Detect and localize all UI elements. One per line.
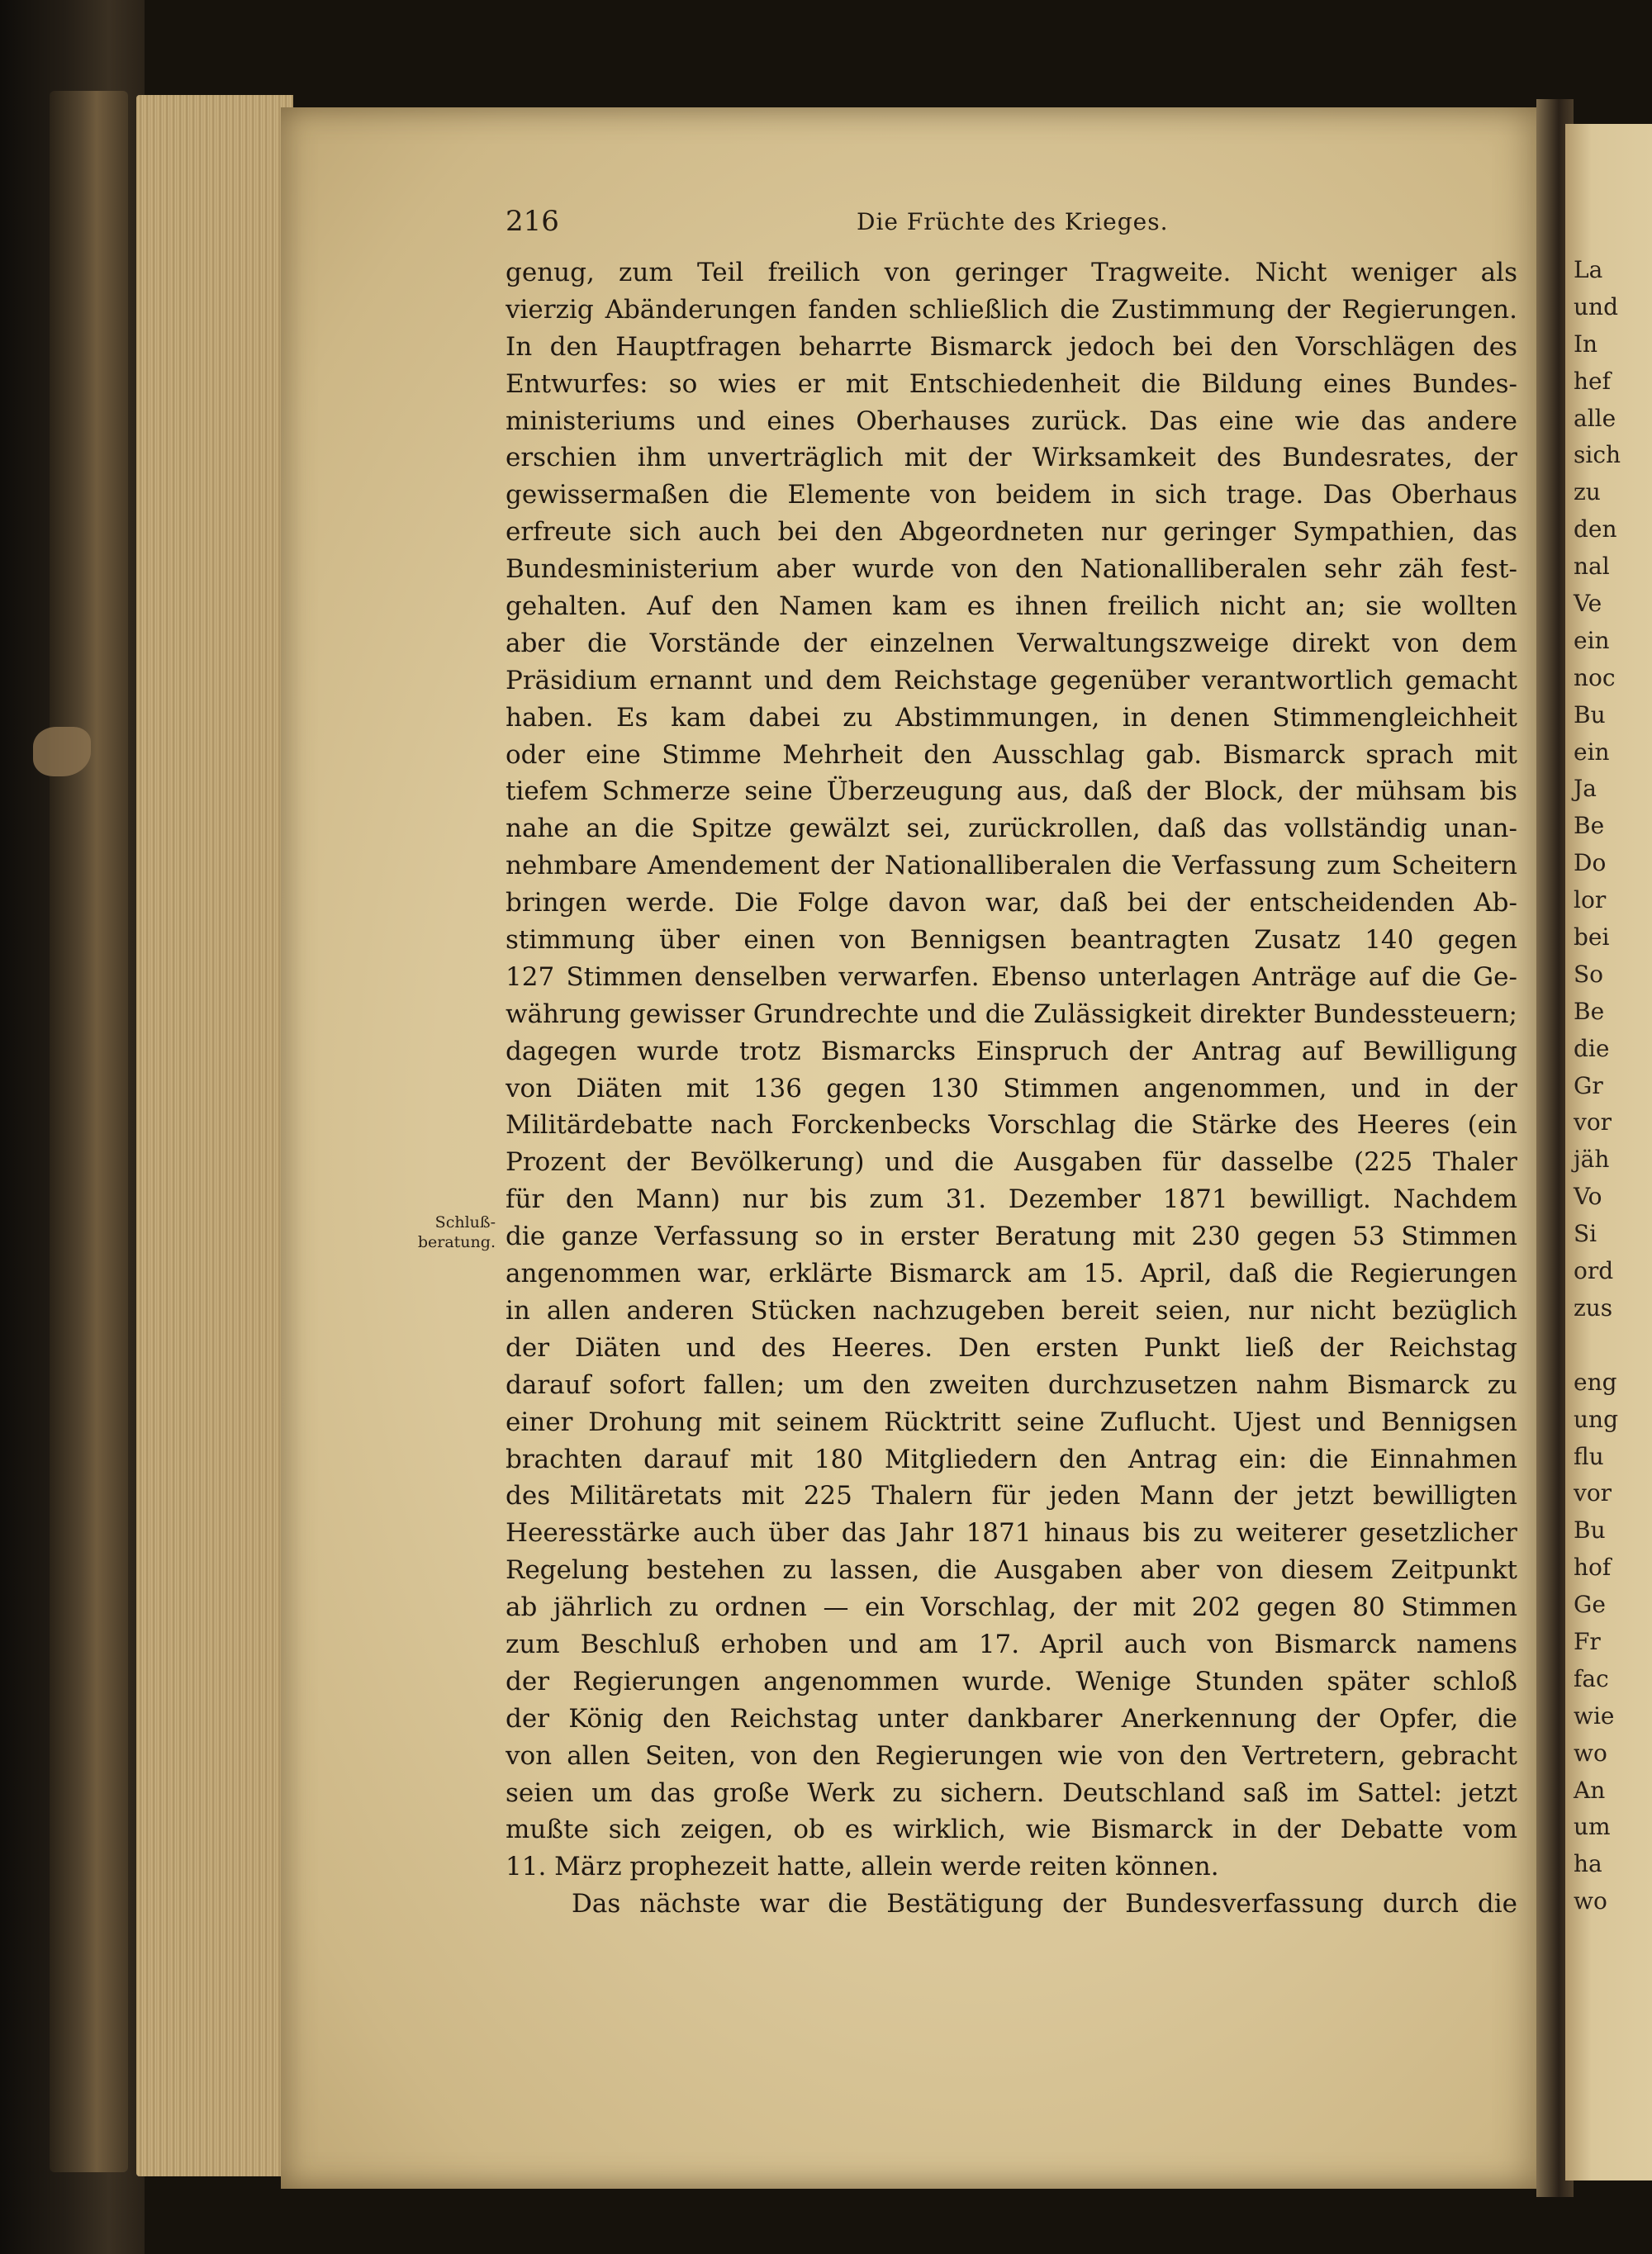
text-line: Das nächste war die Bestätigung der Bundesverfassung durch die <box>572 1889 1517 1919</box>
right-page-fragment <box>1565 124 1652 2180</box>
next-page-line: sich <box>1574 441 1621 469</box>
text-line: zum Beschluß erhoben und am 17. April auch von Bismarck namens <box>506 1629 1517 1659</box>
next-page-line: So <box>1574 960 1604 988</box>
text-line: ab jährlich zu ordnen — ein Vorschlag, der mit 202 gegen 80 Stimmen <box>506 1592 1517 1623</box>
next-page-line: zus <box>1574 1293 1613 1322</box>
next-page-line: Vo <box>1574 1183 1602 1211</box>
next-page-line: jäh <box>1574 1146 1610 1174</box>
text-line: der Regierungen angenommen wurde. Wenige Stunden später schloß <box>506 1666 1517 1696</box>
right-page-text <box>1565 252 1621 1920</box>
text-line: brachten darauf mit 180 Mitgliedern den Antrag ein: die Einnahmen <box>506 1444 1517 1474</box>
text-line: die ganze Verfassung so in erster Beratung mit 230 gegen 53 Stimmen <box>506 1222 1517 1252</box>
next-page-line: Si <box>1574 1220 1597 1248</box>
next-page-line: ein <box>1574 738 1610 766</box>
next-page-line: La <box>1574 256 1603 283</box>
next-page-line: Ja <box>1574 775 1597 803</box>
text-line: 127 Stimmen denselben verwarfen. Ebenso unterlagen Anträge auf die Ge- <box>506 961 1517 992</box>
running-head <box>506 205 1517 246</box>
text-line: Prozent der Bevölkerung) und die Ausgaben für dasselbe (225 Thaler <box>506 1147 1517 1178</box>
page-number: 216 <box>506 205 559 238</box>
next-page-line: Fr <box>1574 1627 1601 1655</box>
next-page-line: vor <box>1574 1479 1612 1507</box>
text-line: von Diäten mit 136 gegen 130 Stimmen angenommen, und in der <box>506 1073 1517 1103</box>
next-page-line: die <box>1574 1034 1610 1062</box>
text-line: Heeresstärke auch über das Jahr 1871 hinaus bis zu weiterer gesetzlicher <box>506 1518 1517 1549</box>
text-line: nehmbare Amendement der Nationalliberalen die Verfassung zum Scheitern <box>506 851 1517 881</box>
text-line: bringen werde. Die Folge davon war, daß bei der entscheidenden Ab- <box>506 888 1517 918</box>
text-line: währung gewisser Grundrechte und die Zulässigkeit direkter Bundessteuern; <box>506 999 1517 1029</box>
next-page-line: wo <box>1574 1887 1607 1915</box>
next-page-line: ung <box>1574 1405 1618 1433</box>
margin-note-line: beratung. <box>417 1233 496 1251</box>
text-line: Regelung bestehen zu lassen, die Ausgaben aber von diesem Zeitpunkt <box>506 1555 1517 1586</box>
text-line: der Diäten und des Heeres. Den ersten Punkt ließ der Reichstag <box>506 1332 1517 1363</box>
margin-note-line: Schluß- <box>434 1213 496 1231</box>
next-page-line: lor <box>1574 886 1607 914</box>
text-line: gehalten. Auf den Namen kam es ihnen freilich nicht an; sie wollten <box>506 591 1517 622</box>
chapter-title: Die Früchte des Krieges. <box>857 208 1169 235</box>
next-page-line: Bu <box>1574 700 1606 728</box>
text-line: darauf sofort fallen; um den zweiten durchzusetzen nahm Bismarck zu <box>506 1369 1517 1400</box>
text-line: Entwurfes: so wies er mit Entschiedenheit die Bildung eines Bundes- <box>506 368 1517 399</box>
page-stack-edges <box>136 95 293 2176</box>
next-page-line: In <box>1574 330 1598 358</box>
next-page-line: Be <box>1574 812 1605 840</box>
body-text <box>506 254 1517 1923</box>
text-line: ministeriums und eines Oberhauses zurück. Das eine wie das andere <box>506 406 1517 436</box>
text-line: seien um das große Werk zu sichern. Deutschland saß im Sattel: jetzt <box>506 1777 1517 1808</box>
next-page-line: zu <box>1574 478 1601 506</box>
next-page-line: noc <box>1574 663 1616 691</box>
next-page-line: Gr <box>1574 1071 1603 1099</box>
text-line: vierzig Abänderungen fanden schließlich die Zustimmung der Regierungen. <box>506 294 1517 325</box>
next-page-line: wo <box>1574 1739 1607 1767</box>
next-page-line: An <box>1574 1776 1606 1804</box>
cover-wear-spot <box>33 727 91 776</box>
text-line: des Militäretats mit 225 Thalern für jeden Mann der jetzt bewilligten <box>506 1481 1517 1511</box>
text-line: erschien ihm unverträglich mit der Wirksamkeit des Bundesrates, der <box>506 443 1517 473</box>
text-line: angenommen war, erklärte Bismarck am 15. April, daß die Regierungen <box>506 1259 1517 1289</box>
next-page-line: um <box>1574 1813 1611 1841</box>
next-page-line: den <box>1574 515 1617 543</box>
text-line: dagegen wurde trotz Bismarcks Einspruch der Antrag auf Bewilligung <box>506 1036 1517 1066</box>
next-page-line: Be <box>1574 997 1605 1025</box>
cover-spine-edge <box>50 91 128 2172</box>
text-line: stimmung über einen von Bennigsen beantragten Zusatz 140 gegen <box>506 925 1517 956</box>
text-line: 11. März prophezeit hatte, allein werde reiten können. <box>506 1852 1219 1882</box>
next-page-line: alle <box>1574 404 1616 432</box>
next-page-line: eng <box>1574 1368 1617 1396</box>
next-page-line: Ve <box>1574 590 1602 618</box>
next-page-line: und <box>1574 292 1618 320</box>
text-line: Bundesministerium aber wurde von den Nationalliberalen sehr zäh fest- <box>506 554 1517 585</box>
margin-note <box>388 1212 496 1252</box>
next-page-line <box>1565 1327 1621 1364</box>
text-line: der König den Reichstag unter dankbarer Anerkennung der Opfer, die <box>506 1703 1517 1734</box>
text-line: für den Mann) nur bis zum 31. Dezember 1871 bewilligt. Nachdem <box>506 1184 1517 1215</box>
next-page-line: Do <box>1574 849 1607 877</box>
text-line: gewissermaßen die Elemente von beidem in sich trage. Das Oberhaus <box>506 480 1517 510</box>
next-page-line: bei <box>1574 923 1610 951</box>
next-page-line: fac <box>1574 1664 1609 1692</box>
next-page-line: hef <box>1574 367 1611 395</box>
text-line: nahe an die Spitze gewälzt sei, zurückrollen, daß das vollständig unan- <box>506 814 1517 844</box>
next-page-line: hof <box>1574 1554 1612 1582</box>
text-line: einer Drohung mit seinem Rücktritt seine Zuflucht. Ujest und Bennigsen <box>506 1407 1517 1437</box>
next-page-line: flu <box>1574 1442 1604 1470</box>
text-line: erfreute sich auch bei den Abgeordneten nur geringer Sympathien, das <box>506 517 1517 548</box>
next-page-line: nal <box>1574 553 1610 581</box>
text-line: von allen Seiten, von den Regierungen wie von den Vertretern, gebracht <box>506 1740 1517 1771</box>
text-line: mußte sich zeigen, ob es wirklich, wie Bismarck in der Debatte vom <box>506 1815 1517 1845</box>
text-line: oder eine Stimme Mehrheit den Ausschlag gab. Bismarck sprach mit <box>506 739 1517 770</box>
text-line: tiefem Schmerze seine Überzeugung aus, daß der Block, der mühsam bis <box>506 776 1517 807</box>
next-page-line: ha <box>1574 1850 1602 1878</box>
text-line: Präsidium ernannt und dem Reichstage gegenüber verantwortlich gemacht <box>506 665 1517 695</box>
next-page-line: vor <box>1574 1108 1612 1136</box>
next-page-line: ord <box>1574 1257 1614 1285</box>
next-page-line: Bu <box>1574 1516 1606 1545</box>
next-page-line: ein <box>1574 626 1610 654</box>
text-line: Militärdebatte nach Forckenbecks Vorschlag die Stärke des Heeres (ein <box>506 1110 1517 1141</box>
next-page-line: wie <box>1574 1701 1615 1730</box>
next-page-line: Ge <box>1574 1591 1606 1619</box>
text-line: In den Hauptfragen beharrte Bismarck jedoch bei den Vorschlägen des <box>506 331 1517 362</box>
text-line: aber die Vorstände der einzelnen Verwaltungszweige direkt von dem <box>506 628 1517 658</box>
text-line: haben. Es kam dabei zu Abstimmungen, in denen Stimmengleichheit <box>506 702 1517 733</box>
text-line: in allen anderen Stücken nachzugeben bereit seien, nur nicht bezüglich <box>506 1295 1517 1326</box>
text-line: genug, zum Teil freilich von geringer Tragweite. Nicht weniger als <box>506 258 1517 287</box>
